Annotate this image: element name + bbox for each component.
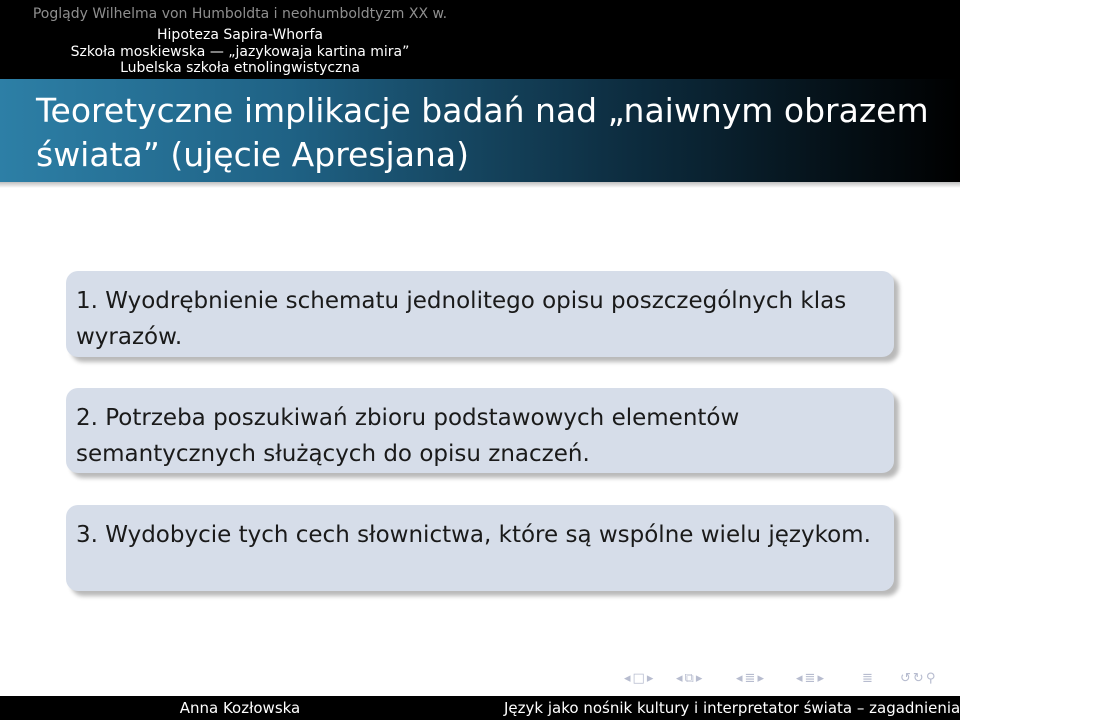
nav-section-controls[interactable] bbox=[736, 671, 766, 687]
block-item-3 bbox=[66, 505, 894, 591]
frame-icon[interactable]: □ bbox=[632, 671, 645, 686]
frame-title-band bbox=[0, 79, 960, 182]
next-frame-icon[interactable]: ▸ bbox=[646, 671, 654, 686]
prev-document-icon[interactable]: ◂ bbox=[796, 671, 803, 686]
back-icon[interactable]: ↺ bbox=[900, 671, 911, 686]
search-icon[interactable]: ⚲ bbox=[925, 671, 936, 686]
next-section-icon[interactable]: ▸ bbox=[757, 671, 764, 686]
subsection-link-lublin-school[interactable]: Lubelska szkoła etnolingwistyczna bbox=[120, 60, 360, 76]
document-icon[interactable]: ≣ bbox=[804, 671, 816, 686]
block-item-2 bbox=[66, 388, 894, 473]
header-navigation bbox=[0, 0, 960, 79]
footer-author: Anna Kozłowska bbox=[179, 699, 301, 717]
title-shadow bbox=[0, 182, 960, 188]
nav-search-controls[interactable] bbox=[900, 671, 937, 687]
subsection-link-sapir-whorf[interactable]: Hipoteza Sapira-Whorfa bbox=[157, 27, 323, 43]
block-item-3-text: 3. Wydobycie tych cech słownictwa, które są wspólne wielu językom. bbox=[76, 522, 871, 548]
forward-icon[interactable]: ↻ bbox=[912, 671, 924, 686]
block-item-1-text: 1. Wyodrębnienie schematu jednolitego opisu poszczególnych klas wyrazów. bbox=[76, 288, 847, 350]
nav-appendix-control[interactable] bbox=[862, 671, 875, 687]
appendix-icon[interactable]: ≣ bbox=[862, 671, 873, 686]
frame-title: Teoretyczne implikacje badań nad „naiwnym obrazem świata” (ujęcie Apresjana) bbox=[36, 91, 929, 174]
nav-frame-controls[interactable] bbox=[624, 671, 655, 687]
next-subsection-icon[interactable]: ▸ bbox=[695, 671, 703, 686]
nav-subsection-controls[interactable] bbox=[676, 671, 704, 687]
block-item-1 bbox=[66, 271, 894, 357]
block-item-2-text: 2. Potrzeba poszukiwań zbioru podstawowych elementów semantycznych służących do opisu znaczeń. bbox=[76, 405, 740, 467]
nav-document-controls[interactable] bbox=[796, 671, 826, 687]
prev-subsection-icon[interactable]: ◂ bbox=[676, 671, 683, 686]
prev-section-icon[interactable]: ◂ bbox=[736, 671, 743, 686]
subsection-icon[interactable]: ⧉ bbox=[684, 671, 694, 686]
footer-title: Język jako nośnik kultury i interpretator świata – zagadnienia etnolingwistyczne bbox=[504, 699, 1100, 717]
next-document-icon[interactable]: ▸ bbox=[817, 671, 824, 686]
prev-frame-icon[interactable]: ◂ bbox=[624, 671, 631, 686]
footer-bar bbox=[0, 696, 1100, 720]
section-icon[interactable]: ≣ bbox=[744, 671, 756, 686]
subsection-link-moscow-school[interactable]: Szkoła moskiewska — „jazykowaja kartina mira” bbox=[70, 44, 410, 60]
section-link[interactable]: Poglądy Wilhelma von Humboldta i neohumboldtyzm XX w. bbox=[32, 6, 448, 22]
